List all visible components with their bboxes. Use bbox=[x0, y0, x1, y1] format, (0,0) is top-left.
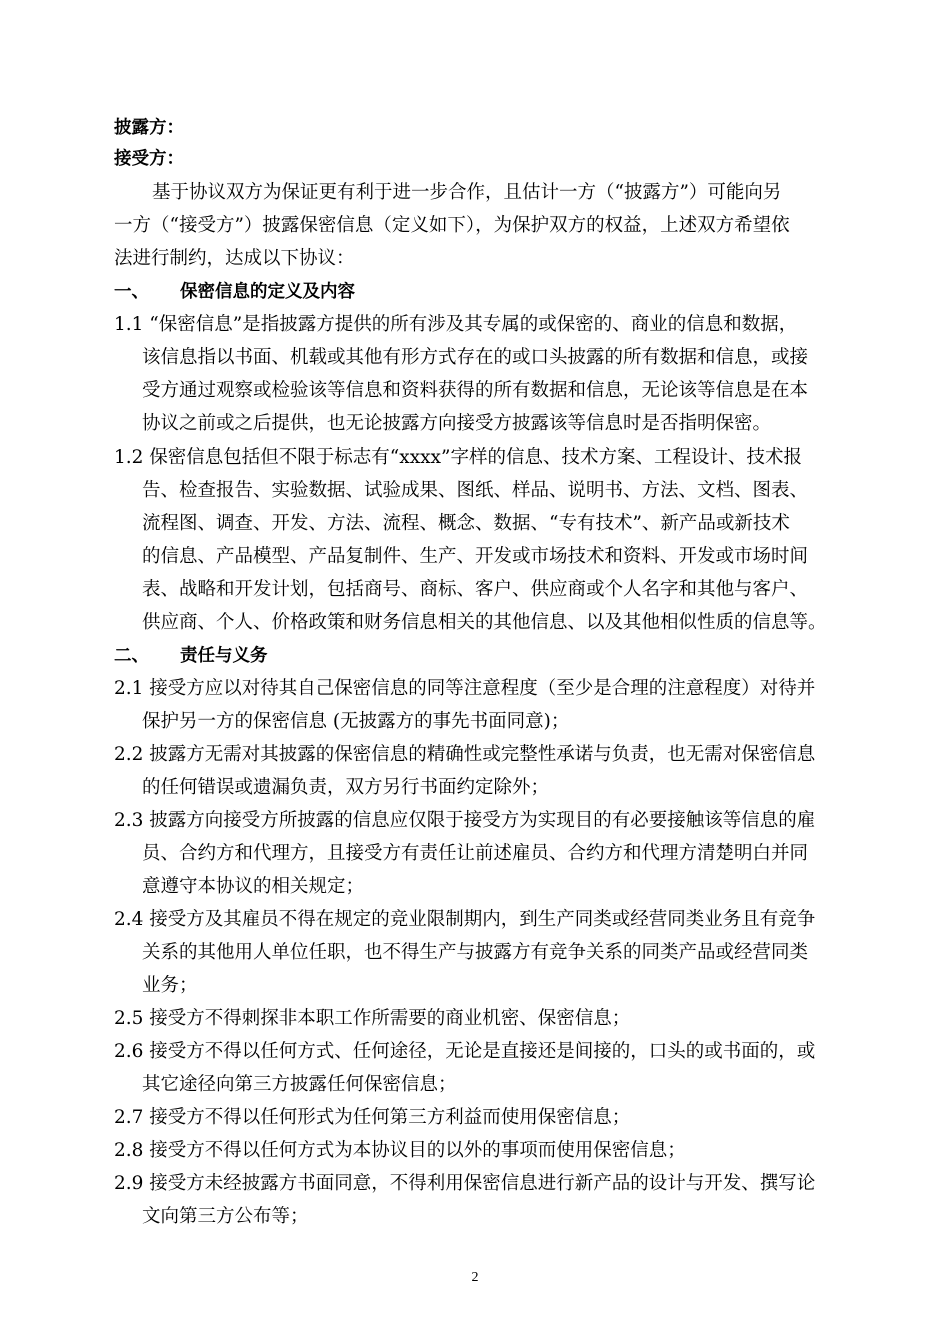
section-1-number: 一、 bbox=[114, 282, 149, 302]
recipient-label: 接受方： bbox=[114, 149, 184, 169]
clause-line: 受方通过观察或检验该等信息和资料获得的所有数据和信息，无论该等信息是在本 bbox=[142, 380, 809, 401]
clause-line: 告、检查报告、实验数据、试验成果、图纸、样品、说明书、方法、文档、图表、 bbox=[142, 480, 809, 501]
page-number: 2 bbox=[471, 1270, 479, 1285]
clause-line: 业务； bbox=[142, 975, 198, 996]
clause-line: 流程图、调查、开发、方法、流程、概念、数据、“专有技术”、新产品或新技术 bbox=[142, 513, 790, 534]
clause-line: 文向第三方公布等； bbox=[142, 1206, 309, 1227]
clause-line: 员、合约方和代理方，且接受方有责任让前述雇员、合约方和代理方清楚明白并同 bbox=[142, 843, 809, 864]
clause-line: 其它途径向第三方披露任何保密信息； bbox=[142, 1074, 457, 1095]
clause-line: 2.3 披露方向接受方所披露的信息应仅限于接受方为实现目的有必要接触该等信息的雇 bbox=[114, 810, 816, 831]
section-2-title: 责任与义务 bbox=[180, 646, 268, 666]
clause-line: 的信息、产品模型、产品复制件、生产、开发或市场技术和资料、开发或市场时间 bbox=[142, 546, 809, 567]
section-1-heading bbox=[114, 278, 355, 306]
section-1-title: 保密信息的定义及内容 bbox=[180, 282, 355, 302]
clause-line: 保护另一方的保密信息 (无披露方的事先书面同意)； bbox=[142, 711, 570, 732]
clause-line: 该信息指以书面、机载或其他有形方式存在的或口头披露的所有数据和信息，或接 bbox=[142, 347, 809, 368]
clause-line: 2.1 接受方应以对待其自己保密信息的同等注意程度（至少是合理的注意程度）对待并 bbox=[114, 678, 816, 699]
section-2-heading bbox=[114, 642, 268, 670]
clause-line: 的任何错误或遗漏负责，双方另行书面约定除外； bbox=[142, 777, 550, 798]
clause-line: 表、战略和开发计划，包括商号、商标、客户、供应商或个人名字和其他与客户、 bbox=[142, 579, 809, 600]
clause-line: 供应商、个人、价格政策和财务信息相关的其他信息、以及其他相似性质的信息等。 bbox=[142, 612, 827, 633]
clause-line: 1.1 “保密信息”是指披露方提供的所有涉及其专属的或保密的、商业的信息和数据， bbox=[114, 314, 798, 335]
discloser-label: 披露方： bbox=[114, 118, 184, 138]
clause-line: 意遵守本协议的相关规定； bbox=[142, 876, 365, 897]
clause-line: 2.2 披露方无需对其披露的保密信息的精确性或完整性承诺与负责，也无需对保密信息 bbox=[114, 744, 816, 765]
clause-line: 2.4 接受方及其雇员不得在规定的竞业限制期内，到生产同类或经营同类业务且有竞争 bbox=[114, 909, 816, 930]
intro-line-2: 一方（“接受方”）披露保密信息（定义如下），为保护双方的权益，上述双方希望依 bbox=[114, 215, 790, 236]
intro-line-1: 基于协议双方为保证更有利于进一步合作，且估计一方（“披露方”）可能向另 bbox=[152, 182, 782, 203]
intro-line-3: 法进行制约，达成以下协议： bbox=[114, 248, 355, 269]
clause-line: 2.6 接受方不得以任何方式、任何途径，无论是直接还是间接的，口头的或书面的，或 bbox=[114, 1041, 816, 1062]
clause-line: 协议之前或之后提供，也无论披露方向接受方披露该等信息时是否指明保密。 bbox=[142, 413, 772, 434]
clause-line: 2.9 接受方未经披露方书面同意，不得利用保密信息进行新产品的设计与开发、撰写论 bbox=[114, 1173, 816, 1194]
section-2-number: 二、 bbox=[114, 646, 149, 666]
clause-line: 1.2 保密信息包括但不限于标志有“xxxx”字样的信息、技术方案、工程设计、技术报 bbox=[114, 447, 802, 468]
clause-line: 2.8 接受方不得以任何方式为本协议目的以外的事项而使用保密信息； bbox=[114, 1140, 686, 1161]
clause-line: 关系的其他用人单位任职，也不得生产与披露方有竞争关系的同类产品或经营同类 bbox=[142, 942, 809, 963]
clause-line: 2.7 接受方不得以任何形式为任何第三方利益而使用保密信息； bbox=[114, 1107, 631, 1128]
clause-line: 2.5 接受方不得刺探非本职工作所需要的商业机密、保密信息； bbox=[114, 1008, 631, 1029]
